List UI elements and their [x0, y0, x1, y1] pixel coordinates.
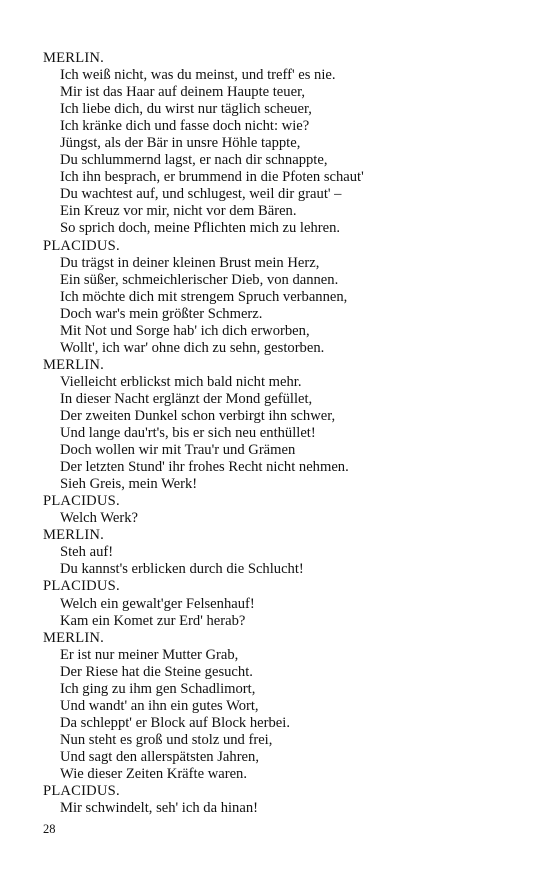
- verse-line: Du trägst in deiner kleinen Brust mein Herz,: [60, 254, 320, 271]
- speaker-name: MERLIN.: [43, 356, 104, 373]
- verse-line: Ich liebe dich, du wirst nur täglich scheuer,: [60, 101, 312, 118]
- speaker-name: PLACIDUS.: [43, 783, 120, 800]
- verse-line: Er ist nur meiner Mutter Grab,: [60, 646, 239, 663]
- verse-line: Ich kränke dich und fasse doch nicht: wie?: [60, 118, 310, 135]
- verse-line: Du wachtest auf, und schlugest, weil dir graut' –: [60, 186, 342, 203]
- verse-line: Kam ein Komet zur Erd' herab?: [60, 612, 246, 629]
- speaker-name: PLACIDUS.: [43, 237, 120, 254]
- verse-line: Welch ein gewalt'ger Felsenhauf!: [60, 595, 255, 612]
- verse-line: Vielleicht erblickst mich bald nicht mehr.: [60, 373, 302, 390]
- verse-line: Ich weiß nicht, was du meinst, und treff' es nie.: [60, 67, 336, 84]
- verse-line: Sieh Greis, mein Werk!: [60, 476, 198, 493]
- verse-line: Und lange dau'rt's, bis er sich neu enthüllet!: [60, 425, 316, 442]
- speaker-name: MERLIN.: [43, 50, 104, 66]
- speaker-name: PLACIDUS.: [43, 578, 120, 595]
- verse-line: Wie dieser Zeiten Kräfte waren.: [60, 765, 248, 782]
- verse-line: Mit Not und Sorge hab' ich dich erworben,: [60, 322, 310, 339]
- verse-line: Mir ist das Haar auf deinem Haupte teuer,: [60, 84, 305, 101]
- verse-line: Ich ging zu ihm gen Schadlimort,: [60, 680, 256, 697]
- verse-line: Mir schwindelt, seh' ich da hinan!: [60, 800, 258, 817]
- speaker-name: MERLIN.: [43, 527, 104, 544]
- verse-line: Wollt', ich war' ohne dich zu sehn, gestorben.: [60, 339, 325, 356]
- verse-line: Ich möchte dich mit strengem Spruch verbannen,: [60, 288, 348, 305]
- verse-line: Ich ihn besprach, er brummend in die Pfoten schaut': [60, 169, 364, 186]
- verse-line: Der zweiten Dunkel schon verbirgt ihn schwer,: [60, 407, 336, 424]
- verse-line: Ein Kreuz vor mir, nicht vor dem Bären.: [60, 203, 297, 220]
- dialogue-text: [43, 50, 533, 817]
- verse-line: Jüngst, als der Bär in unsre Höhle tappte,: [60, 135, 301, 152]
- verse-line: Da schleppt' er Block auf Block herbei.: [60, 714, 290, 731]
- verse-line: Doch war's mein größter Schmerz.: [60, 305, 263, 322]
- speaker-name: MERLIN.: [43, 629, 104, 646]
- verse-line: Und sagt den allerspätsten Jahren,: [60, 748, 259, 765]
- verse-line: Du schlummernd lagst, er nach dir schnappte,: [60, 152, 328, 169]
- verse-line: Du kannst's erblicken durch die Schlucht!: [60, 561, 304, 578]
- verse-line: Der letzten Stund' ihr frohes Recht nicht nehmen.: [60, 459, 349, 476]
- verse-line: Welch Werk?: [60, 510, 139, 527]
- verse-line: Doch wollen wir mit Trau'r und Grämen: [60, 442, 296, 459]
- verse-line: Nun steht es groß und stolz und frei,: [60, 731, 273, 748]
- page-number: 28: [43, 822, 56, 836]
- verse-line: Der Riese hat die Steine gesucht.: [60, 663, 253, 680]
- verse-line: Ein süßer, schmeichlerischer Dieb, von dannen.: [60, 271, 339, 288]
- verse-line: So sprich doch, meine Pflichten mich zu lehren.: [60, 220, 341, 237]
- verse-line: Steh auf!: [60, 544, 114, 561]
- verse-line: Und wandt' an ihn ein gutes Wort,: [60, 697, 259, 714]
- speaker-name: PLACIDUS.: [43, 493, 120, 510]
- verse-line: In dieser Nacht erglänzt der Mond gefüllet,: [60, 390, 313, 407]
